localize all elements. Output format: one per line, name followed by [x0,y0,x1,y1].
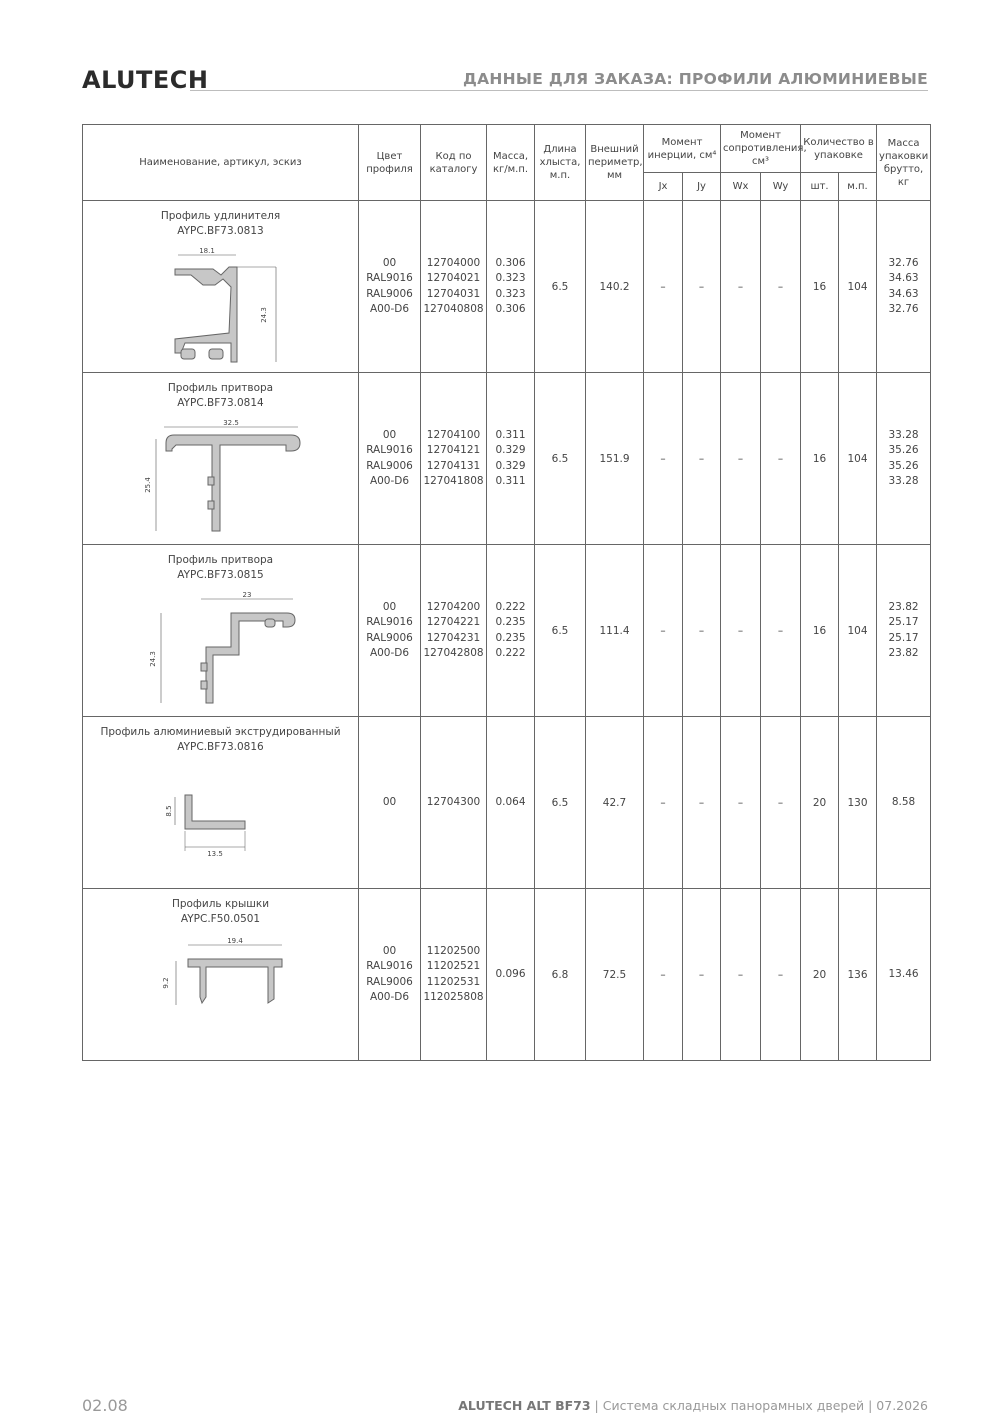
wx-cell: – [721,545,761,717]
mass-cell: 0.096 [487,889,535,1061]
dim-label: 18.1 [198,247,215,255]
col-header-jx: Jx [644,173,683,201]
profile-article: AYPC.BF73.0814 [177,397,264,409]
color-cell: 00 RAL9016 RAL9006 A00-D6 [359,201,421,373]
mp-cell: 104 [839,545,877,717]
dim-label: 25.4 [143,477,152,493]
color-cell: 00 RAL9016 RAL9006 A00-D6 [359,545,421,717]
col-header-mass: Масса, кг/м.п. [487,125,535,201]
table-row [83,545,931,717]
col-header-code: Код по каталогу [421,125,487,201]
jx-cell: – [644,545,683,717]
profile-name: Профиль алюминиевый экструдированный [100,726,341,738]
pcs-cell: 16 [801,545,839,717]
gross-cell: 32.76 34.63 34.63 32.76 [877,201,931,373]
profile-name: Профиль крышки [171,898,270,910]
pcs-cell: 20 [801,889,839,1061]
col-header-wy: Wy [761,173,801,201]
profile-name-cell [83,545,359,717]
dim-label: 32.5 [222,419,239,427]
profile-article: AYPC.BF73.0816 [177,741,264,753]
wx-cell: – [721,889,761,1061]
gross-cell: 13.46 [877,889,931,1061]
profile-name: Профиль удлинителя [160,210,281,222]
length-cell: 6.5 [535,373,586,545]
mass-cell: 0.306 0.323 0.323 0.306 [487,201,535,373]
perimeter-cell: 151.9 [586,373,644,545]
profile-sketch [151,245,291,367]
footer-caption [458,1398,928,1413]
jy-cell: – [683,545,721,717]
footer-product: ALUTECH ALT BF73 [458,1398,591,1413]
code-cell: 11202500 11202521 11202531 112025808 [421,889,487,1061]
col-header-perimeter: Внешний периметр, мм [586,125,644,201]
profile-article: AYPC.BF73.0815 [177,569,264,581]
wy-cell: – [761,201,801,373]
table-row [83,373,931,545]
table-row [83,889,931,1061]
profile-name: Профиль притвора [167,382,274,394]
dim-label: 24.3 [148,651,157,667]
mass-cell: 0.064 [487,717,535,889]
perimeter-cell: 111.4 [586,545,644,717]
pcs-cell: 16 [801,201,839,373]
profile-name-cell [83,373,359,545]
col-header-resistance: Момент сопротивления, см³ [721,125,801,173]
wy-cell: – [761,717,801,889]
mp-cell: 136 [839,889,877,1061]
col-header-length: Длина хлыста, м.п. [535,125,586,201]
table-row [83,717,931,889]
jy-cell: – [683,201,721,373]
mass-cell: 0.311 0.329 0.329 0.311 [487,373,535,545]
wy-cell: – [761,889,801,1061]
color-cell: 00 RAL9016 RAL9006 A00-D6 [359,889,421,1061]
dim-label: 8.5 [164,805,173,817]
jx-cell: – [644,717,683,889]
dim-label: 19.4 [226,937,243,945]
footer-description: | Система складных панорамных дверей | 07.2026 [590,1398,928,1413]
gross-cell: 33.28 35.26 35.26 33.28 [877,373,931,545]
pcs-cell: 16 [801,373,839,545]
col-header-jy: Jy [683,173,721,201]
wx-cell: – [721,373,761,545]
profile-sketch [136,417,306,535]
jx-cell: – [644,889,683,1061]
table-row [83,201,931,373]
wx-cell: – [721,717,761,889]
dim-label: 24.3 [259,307,268,323]
length-cell: 6.8 [535,889,586,1061]
code-cell: 12704100 12704121 12704131 127041808 [421,373,487,545]
wx-cell: – [721,201,761,373]
profile-article: AYPC.BF73.0813 [177,225,264,237]
color-cell: 00 [359,717,421,889]
dim-label: 9.2 [161,977,170,989]
jx-cell: – [644,373,683,545]
col-header-mp: м.п. [839,173,877,201]
col-header-pcs: шт. [801,173,839,201]
code-cell: 12704200 12704221 12704231 127042808 [421,545,487,717]
profile-name: Профиль притвора [167,554,274,566]
profile-sketch [146,933,296,1023]
code-cell: 12704300 [421,717,487,889]
header-rule [190,90,928,91]
length-cell: 6.5 [535,545,586,717]
page-number: 02.08 [82,1396,128,1415]
jy-cell: – [683,717,721,889]
col-header-wx: Wx [721,173,761,201]
length-cell: 6.5 [535,717,586,889]
profile-name-cell [83,717,359,889]
profile-sketch [141,589,301,707]
code-cell: 12704000 12704021 12704031 127040808 [421,201,487,373]
profiles-table [82,124,931,1061]
pcs-cell: 20 [801,717,839,889]
length-cell: 6.5 [535,201,586,373]
gross-cell: 8.58 [877,717,931,889]
col-header-color: Цвет профиля [359,125,421,201]
profile-name-cell [83,889,359,1061]
perimeter-cell: 140.2 [586,201,644,373]
col-header-gross: Масса упаковки брутто, кг [877,125,931,201]
mp-cell: 130 [839,717,877,889]
brand-logo: ALUTECH [82,66,209,94]
perimeter-cell: 42.7 [586,717,644,889]
color-cell: 00 RAL9016 RAL9006 A00-D6 [359,373,421,545]
mass-cell: 0.222 0.235 0.235 0.222 [487,545,535,717]
gross-cell: 23.82 25.17 25.17 23.82 [877,545,931,717]
col-header-inertia: Момент инерции, см⁴ [644,125,721,173]
jy-cell: – [683,373,721,545]
wy-cell: – [761,373,801,545]
profile-name-cell [83,201,359,373]
dim-label: 23 [242,591,251,599]
jy-cell: – [683,889,721,1061]
profile-sketch [161,761,281,861]
mp-cell: 104 [839,201,877,373]
wy-cell: – [761,545,801,717]
col-header-package: Количество в упаковке [801,125,877,173]
col-header-name: Наименование, артикул, эскиз [83,125,359,201]
perimeter-cell: 72.5 [586,889,644,1061]
mp-cell: 104 [839,373,877,545]
page-title: ДАННЫЕ ДЛЯ ЗАКАЗА: ПРОФИЛИ АЛЮМИНИЕВЫЕ [462,70,928,88]
jx-cell: – [644,201,683,373]
dim-label: 13.5 [206,850,223,858]
profile-article: AYPC.F50.0501 [180,913,261,925]
